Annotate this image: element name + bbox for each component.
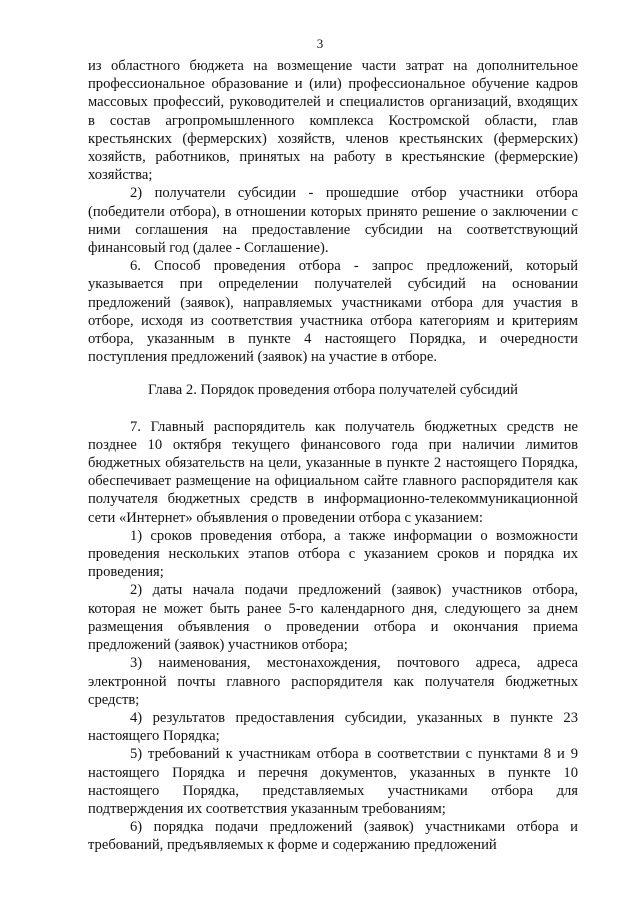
paragraph-subitem-6: 6) порядка подачи предложений (заявок) участниками отбора и требований, предъявляемых к форме и содержанию предложений [88, 819, 578, 854]
paragraph-subitem-4: 4) результатов предоставления субсидии, указанных в пункте 23 настоящего Порядка; [88, 709, 578, 745]
paragraph-point-6: 6. Способ проведения отбора - запрос предложений, который указывается при определении получателей субсидий на основании предложений (заявок), направляемых участниками отбора для участия в отборе, исходя из соответствия участника отбора категориям и критериям отбора, указанным в пункте 4 настоящего Порядка, и очередности поступления предложений (заявок) на участие в отборе. [88, 258, 578, 366]
paragraph-point-7: 7. Главный распорядитель как получатель бюджетных средств не позднее 10 октября текущего финансового года при наличии лимитов бюджетных обязательств на цели, указанные в пункте 2 настоящего Порядка, обеспечивает размещение на официальном сайте главного распорядителя как получателя бюджетных средств в информационно-телекоммуникационной сети «Интернет» объявления о проведении отбора с указанием: [88, 418, 578, 526]
paragraph-subitem-5: 5) требований к участникам отбора в соответствии с пунктами 8 и 9 настоящего Порядка и перечня документов, указанных в пункте 10 настоящего Порядка, представляемых участниками отбора для подтверждения их соответствия указанным требованиям; [88, 746, 578, 817]
paragraph-subitem-3: 3) наименования, местонахождения, почтового адреса, адреса электронной почты главного распорядителя как получателя бюджетных средств; [88, 655, 578, 708]
paragraph-subitem-2: 2) даты начала подачи предложений (заявок) участников отбора, которая не может быть ранее 5-го календарного дня, следующего за днем размещения объявления о проведении отбора и окончания приема предложений (заявок) участников отбора; [88, 582, 578, 654]
paragraph-item-2: 2) получатели субсидии - прошедшие отбор участники отбора (победители отбора), в отношении которых принято решение о заключении с ними соглашения на предоставление субсидии на соответствующий финансовый год (далее - Соглашение). [88, 185, 578, 257]
chapter-title: Глава 2. Порядок проведения отбора получателей субсидий [148, 382, 518, 399]
paragraph-intro: из областного бюджета на возмещение части затрат на дополнительное профессиональное образование и (или) профессиональное обучение кадров массовых профессий, руководителей и специалистов организаций, входящих в состав агропромышленного комплекса Костромской области, глав крестьянских (фермерских) хозяйств, членов крестьянских (фермерских) хозяйств, работников, принятых на работу в крестьянские (фермерские) хозяйства; [88, 58, 578, 184]
page-number: 3 [316, 36, 324, 51]
document-body [88, 57, 578, 855]
paragraph-subitem-1: 1) сроков проведения отбора, а также информации о возможности проведения нескольких этапов отбора с указанием сроков и порядка их проведения; [88, 527, 578, 581]
